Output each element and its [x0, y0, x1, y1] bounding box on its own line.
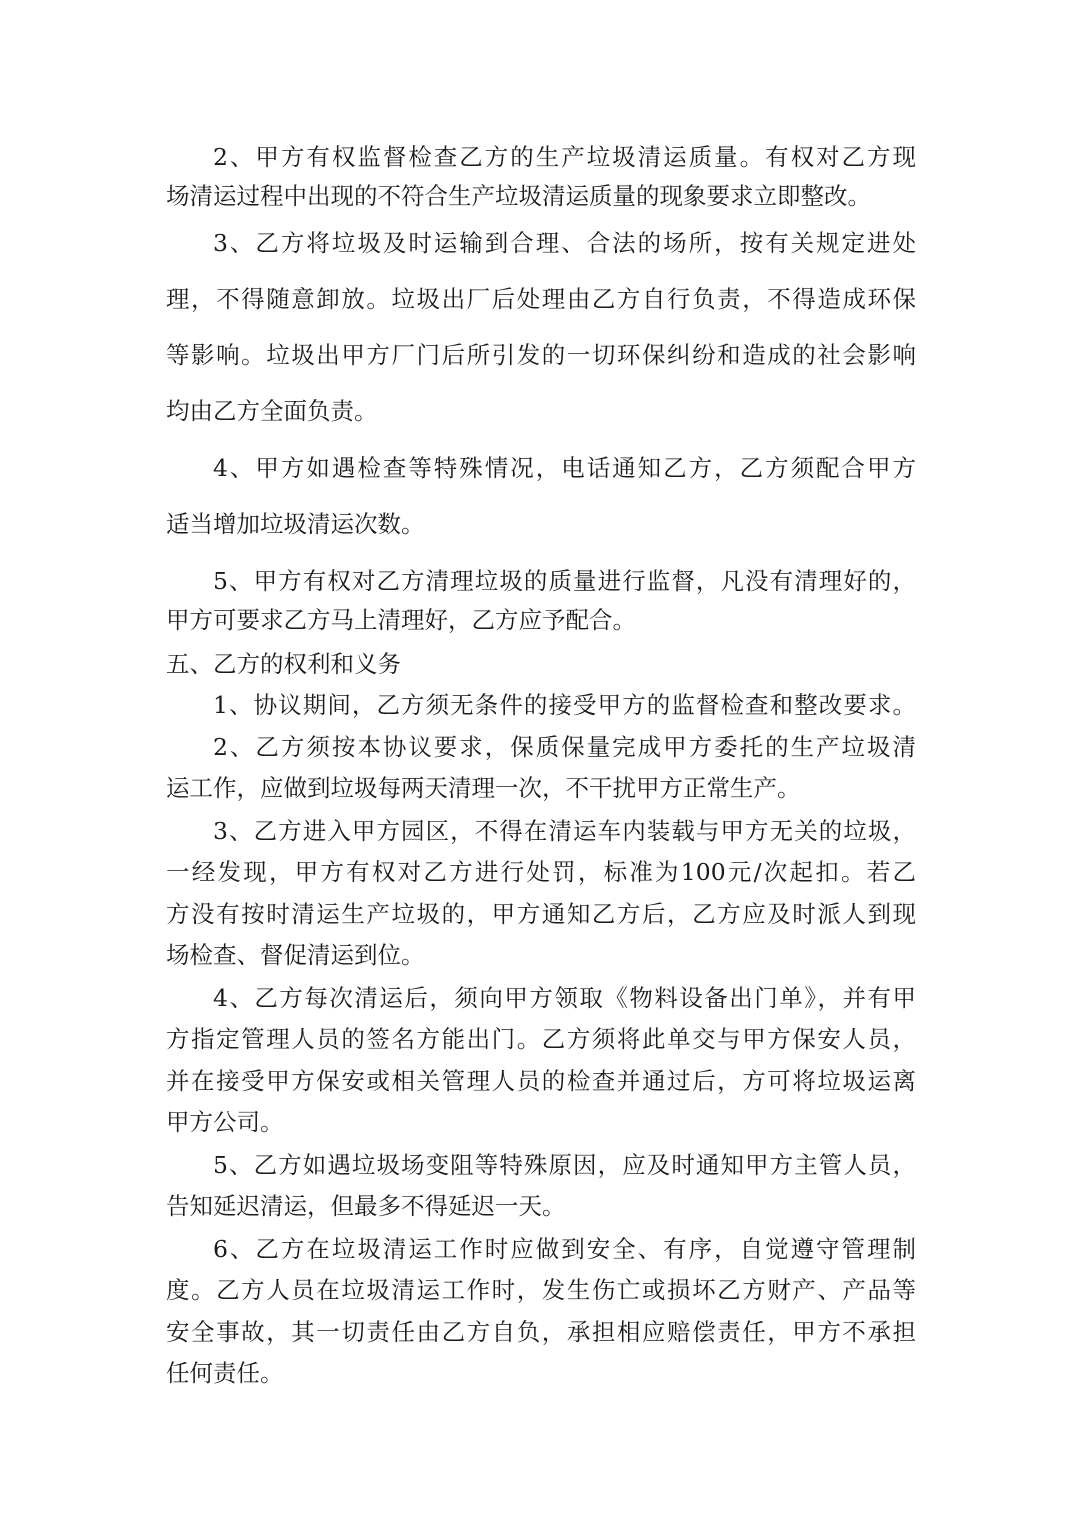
- clause-5-5-line-2: 告知延迟清运，但最多不得延迟一天。: [166, 1192, 566, 1220]
- clause-5-6-line-3: 安全事故，其一切责任由乙方自负，承担相应赔偿责任，甲方不承担: [166, 1318, 916, 1346]
- clause-5-4-line-3: 并在接受甲方保安或相关管理人员的检查并通过后，方可将垃圾运离: [166, 1067, 916, 1095]
- clause-4-3-line-2: 理，不得随意卸放。垃圾出厂后处理由乙方自行负责，不得造成环保: [166, 285, 916, 313]
- clause-4-4-line-1: 4、甲方如遇检查等特殊情况，电话通知乙方，乙方须配合甲方: [213, 454, 916, 482]
- clause-5-6-line-4: 任何责任。: [166, 1359, 284, 1387]
- clause-5-3-line-4: 场检查、督促清运到位。: [166, 941, 425, 969]
- section-5-heading: 五、乙方的权利和义务: [166, 650, 401, 678]
- clause-4-5-line-1: 5、甲方有权对乙方清理垃圾的质量进行监督，凡没有清理好的，: [213, 567, 916, 595]
- clause-5-5-line-1: 5、乙方如遇垃圾场变阻等特殊原因，应及时通知甲方主管人员，: [213, 1151, 916, 1179]
- clause-5-4-line-1: 4、乙方每次清运后，须向甲方领取《物料设备出门单》，并有甲: [213, 984, 916, 1012]
- clause-5-4-line-4: 甲方公司。: [166, 1108, 284, 1136]
- clause-4-2-line-1: 2、甲方有权监督检查乙方的生产垃圾清运质量。有权对乙方现: [213, 143, 916, 171]
- clause-4-5-line-2: 甲方可要求乙方马上清理好，乙方应予配合。: [166, 606, 636, 634]
- clause-5-6-line-1: 6、乙方在垃圾清运工作时应做到安全、有序，自觉遵守管理制: [213, 1235, 916, 1263]
- clause-4-4-line-2: 适当增加垃圾清运次数。: [166, 510, 425, 538]
- clause-5-3-line-1: 3、乙方进入甲方园区，不得在清运车内装载与甲方无关的垃圾，: [213, 817, 916, 845]
- clause-5-4-line-2: 方指定管理人员的签名方能出门。乙方须将此单交与甲方保安人员，: [166, 1025, 916, 1053]
- clause-5-2-line-1: 2、乙方须按本协议要求，保质保量完成甲方委托的生产垃圾清: [213, 733, 916, 761]
- clause-4-3-line-4: 均由乙方全面负责。: [166, 397, 378, 425]
- clause-4-3-line-1: 3、乙方将垃圾及时运输到合理、合法的场所，按有关规定进处: [213, 229, 916, 257]
- clause-4-3-line-3: 等影响。垃圾出甲方厂门后所引发的一切环保纠纷和造成的社会影响: [166, 341, 916, 369]
- clause-5-6-line-2: 度。乙方人员在垃圾清运工作时，发生伤亡或损坏乙方财产、产品等: [166, 1276, 916, 1304]
- clause-5-3-line-3: 方没有按时清运生产垃圾的，甲方通知乙方后，乙方应及时派人到现: [166, 900, 916, 928]
- clause-5-1-line-1: 1、协议期间，乙方须无条件的接受甲方的监督检查和整改要求。: [213, 691, 916, 719]
- clause-5-2-line-2: 运工作，应做到垃圾每两天清理一次，不干扰甲方正常生产。: [166, 774, 801, 802]
- clause-5-3-line-2: 一经发现，甲方有权对乙方进行处罚，标准为100元/次起扣。若乙: [166, 858, 916, 886]
- clause-4-2-line-2: 场清运过程中出现的不符合生产垃圾清运质量的现象要求立即整改。: [166, 182, 871, 210]
